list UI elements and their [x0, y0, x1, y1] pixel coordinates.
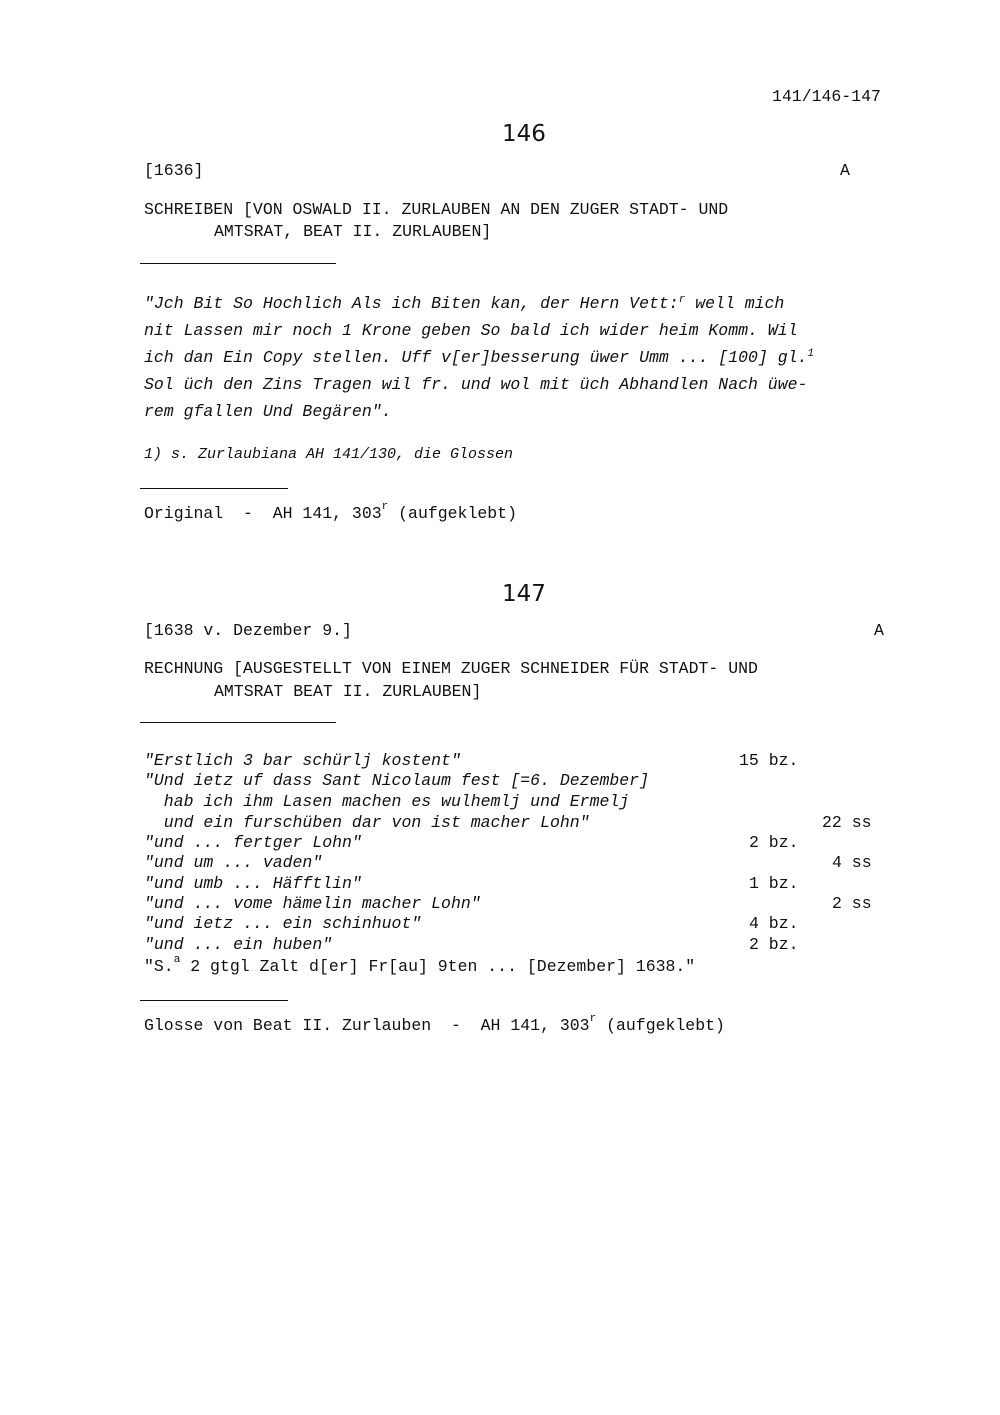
quote-line-4: Sol üch den Zins Tragen wil fr. und wol mit üch Abhandlen Nach üwe-	[144, 375, 808, 394]
quote-line-1: "Jch Bit So Hochlich Als ich Biten kan, der Hern Vett:$^r$ well mich	[144, 294, 785, 313]
bill-row: "und ... fertger Lohn"	[144, 833, 362, 852]
document-title-146-line2: AMTSRAT, BEAT II. ZURLAUBEN]	[214, 222, 492, 241]
footnote-146: 1) s. Zurlaubiana AH 141/130, die Glossen	[144, 446, 514, 463]
bill-amount-bz: 1 bz.	[749, 874, 799, 893]
bill-amount-bz: 4 bz.	[749, 914, 799, 933]
quote-line-5: rem gfallen Und Begären".	[144, 402, 392, 421]
quoted-text-146	[144, 290, 904, 425]
document-title-147-line2: AMTSRAT BEAT II. ZURLAUBEN]	[214, 682, 482, 701]
title-separator-rule-147	[140, 722, 336, 723]
source-note-147: Glosse von Beat II. Zurlauben - AH 141, 303$^r$ (aufgeklebt)	[144, 1013, 725, 1035]
source-note-146: Original - AH 141, 303$^r$ (aufgeklebt)	[144, 501, 517, 523]
bill-row: "Und ietz uf dass Sant Nicolaum fest [=6. Dezember]	[144, 771, 649, 790]
document-title-146-line1: SCHREIBEN [VON OSWALD II. ZURLAUBEN AN DEN ZUGER STADT- UND	[144, 200, 729, 219]
document-date-146: [1636]	[144, 161, 204, 180]
document-date-147: [1638 v. Dezember 9.]	[144, 621, 352, 640]
bill-row: "und umb ... Häfftlin"	[144, 874, 362, 893]
bill-row: hab ich ihm Lasen machen es wulhemlj und Ermelj	[144, 792, 630, 811]
bill-amount-bz: 2 bz.	[749, 833, 799, 852]
bill-amount-ss: 4 ss	[832, 853, 872, 872]
document-number-146: 146	[502, 121, 546, 147]
document-title-147-line1: RECHNUNG [AUSGESTELLT VON EINEM ZUGER SCHNEIDER FÜR STADT- UND	[144, 659, 758, 678]
bill-row: "und um ... vaden"	[144, 853, 323, 872]
bill-amount-ss: 2 ss	[832, 894, 872, 913]
bill-amount-ss: 22 ss	[822, 813, 872, 832]
document-class-147: A	[874, 621, 884, 640]
bill-amount-bz: 15 bz.	[739, 751, 799, 770]
document-number-147: 147	[502, 581, 546, 607]
quote-line-2: nit Lassen mir noch 1 Krone geben So bald ich wider heim Komm. Wil	[144, 321, 798, 340]
source-separator-rule-147	[140, 1000, 288, 1001]
bill-row: "und ietz ... ein schinhuot"	[144, 914, 422, 933]
source-separator-rule-146	[140, 488, 288, 489]
bill-row: "und ... vome hämelin macher Lohn"	[144, 894, 481, 913]
quote-line-3: ich dan Ein Copy stellen. Uff v[er]besserung üwer Umm ... [100] gl.$^1$	[144, 348, 815, 367]
bill-row: "und ... ein huben"	[144, 935, 333, 954]
bill-amount-bz: 2 bz.	[749, 935, 799, 954]
bill-row: und ein furschüben dar von ist macher Lohn"	[144, 813, 590, 832]
document-class-146: A	[840, 161, 850, 180]
title-separator-rule-146	[140, 263, 336, 264]
bill-total-line: "S.$^a$ 2 gtgl Zalt d[er] Fr[au] 9ten ... [Dezember] 1638."	[144, 954, 696, 976]
bill-row: "Erstlich 3 bar schürlj kostent"	[144, 751, 461, 770]
page-reference: 141/146-147	[772, 87, 881, 106]
